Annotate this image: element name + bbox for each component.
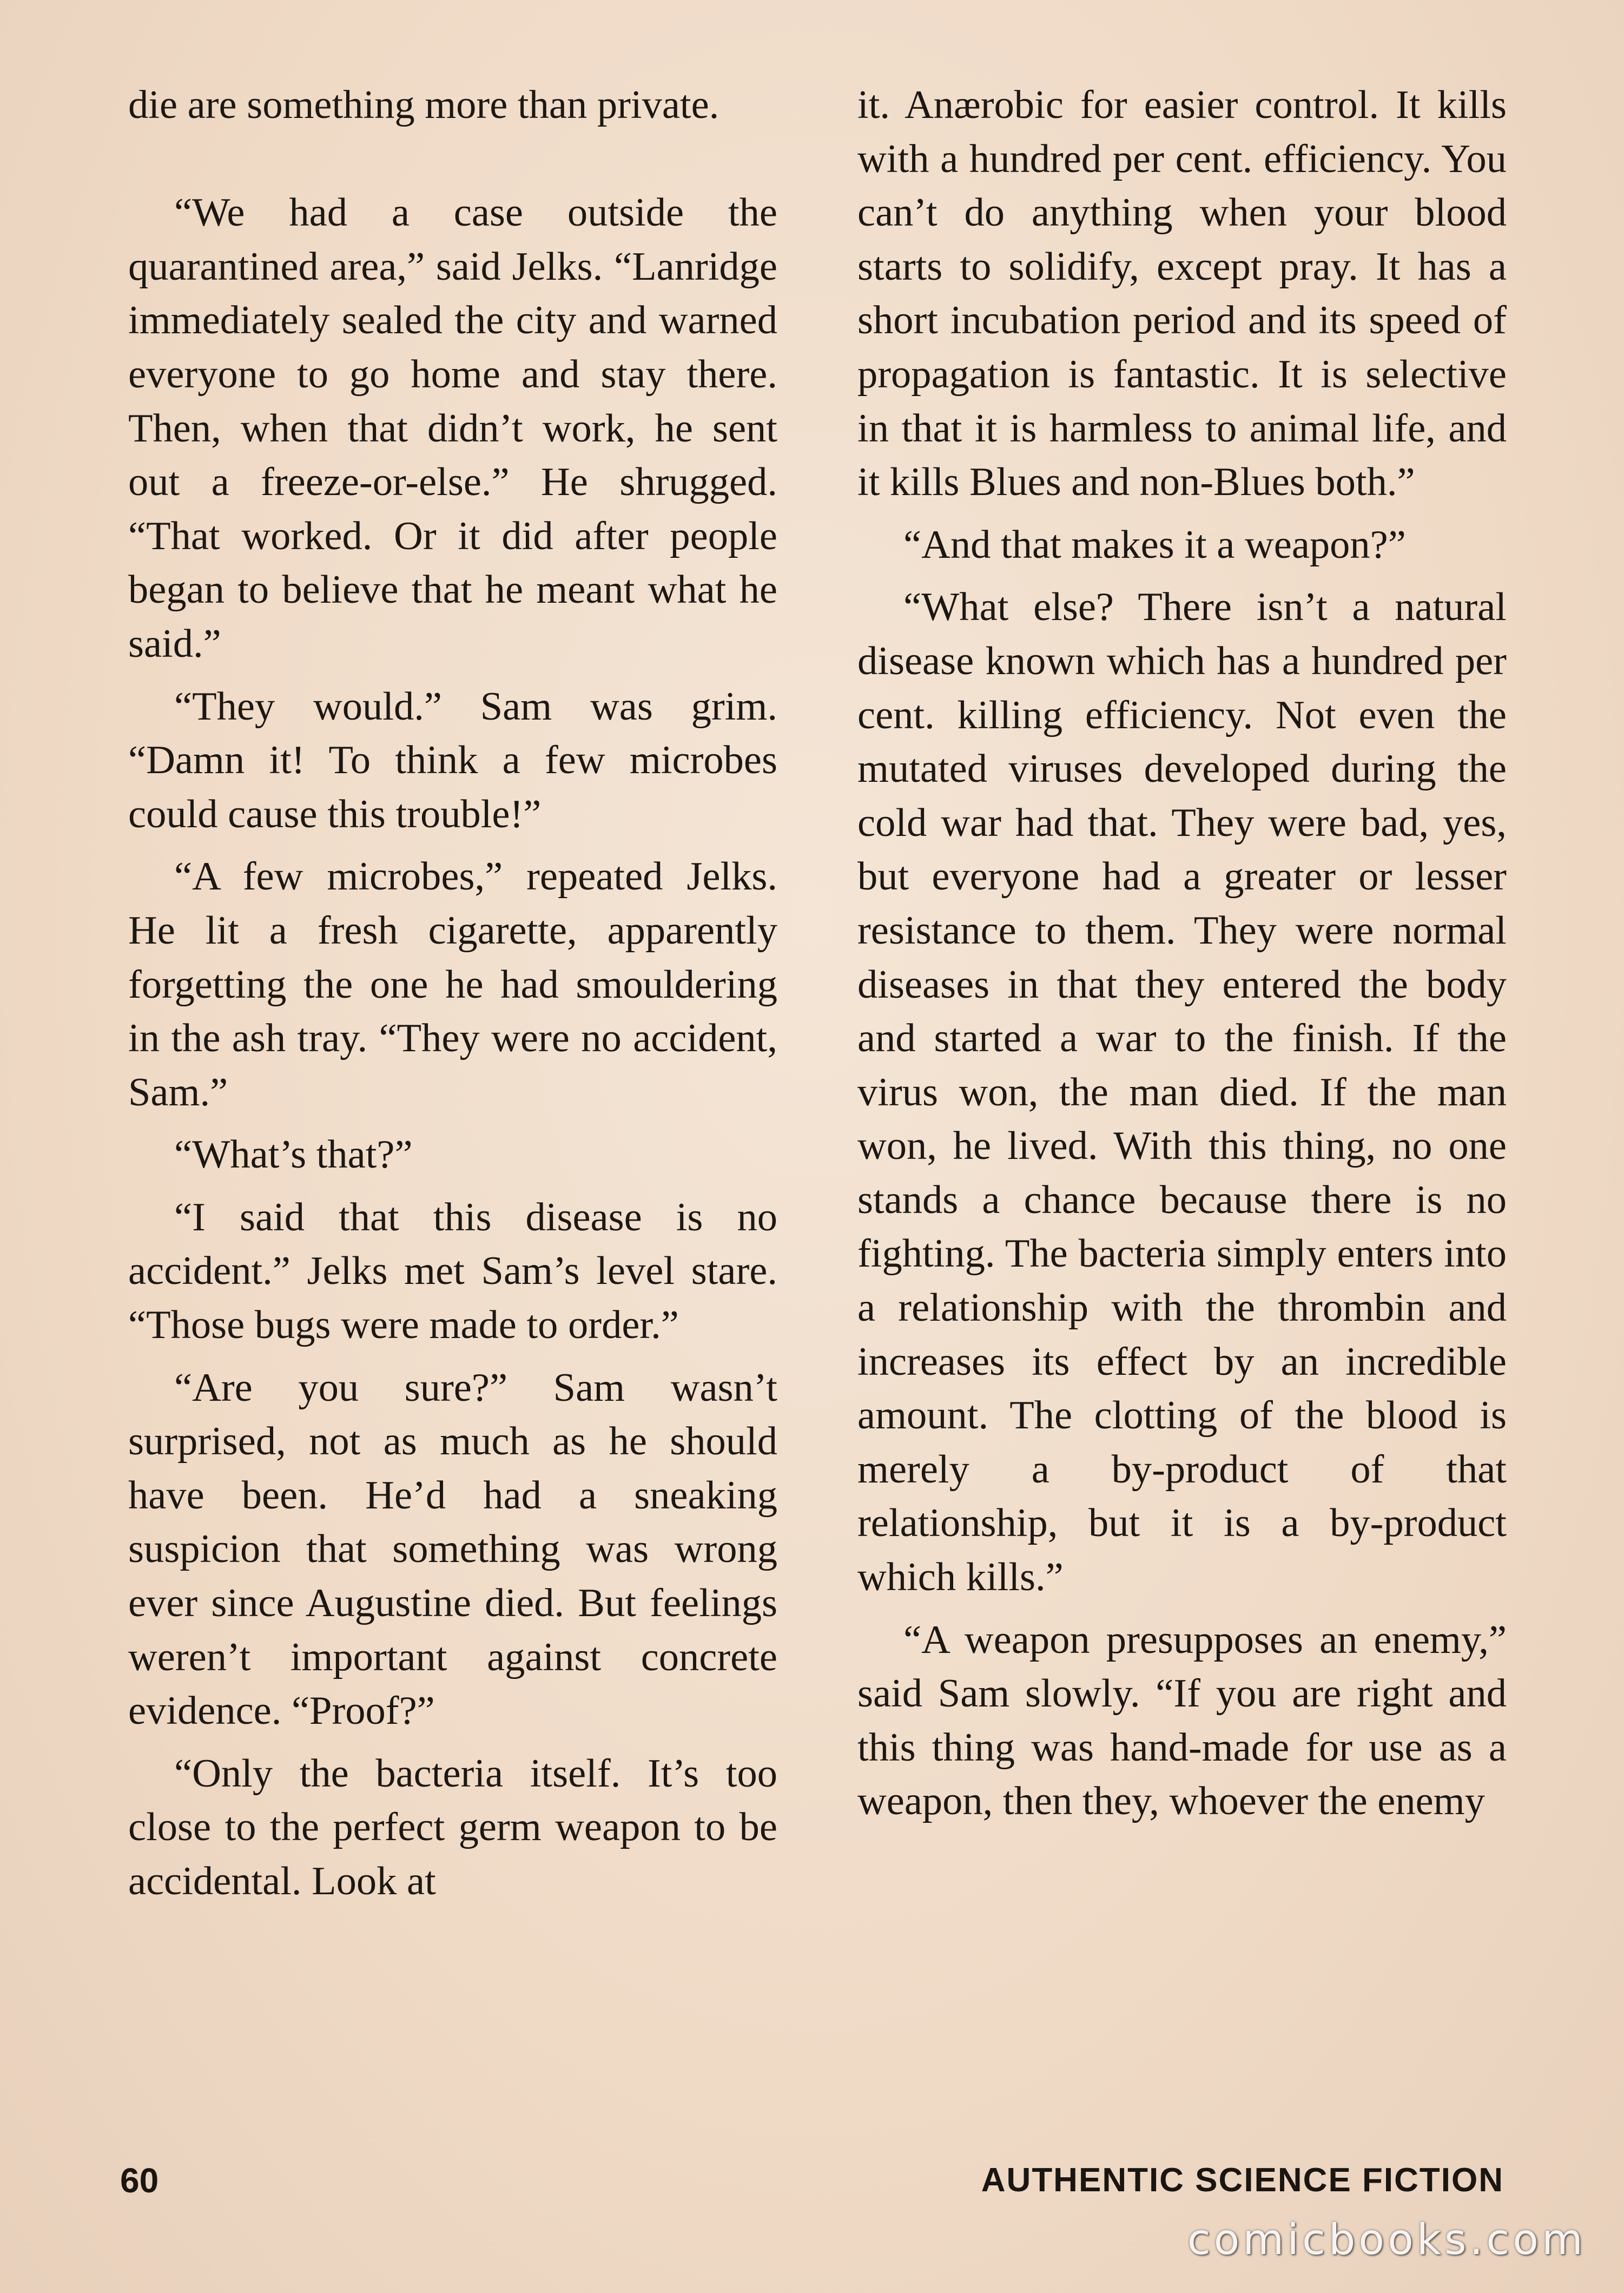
paragraph: “They would.” Sam was grim. “Damn it! To think a few microbes could cause this trouble!” — [128, 684, 777, 836]
paragraph: “A weapon presupposes an enemy,” said Sam slowly. “If you are right and this thing was hand-made for use as a weapon, then they, whoever the enemy — [857, 1617, 1507, 1824]
right-text-column — [857, 78, 1507, 1829]
watermark: comicbooks.com — [1187, 2216, 1586, 2264]
page-number: 60 — [120, 2161, 159, 2200]
paragraph: “What’s that?” — [174, 1132, 413, 1177]
magazine-title: AUTHENTIC SCIENCE FICTION — [981, 2162, 1504, 2199]
paragraph: “We had a case outside the quarantined area,” said Jelks. “Lanridge immediately sealed the city and warned everyone to go home and stay there. Then, when that didn’t work, he sent out a freeze-or-else.” He shrugged. “That worked. Or it did after people began to believe that he meant what he said.” — [128, 190, 777, 666]
paragraph: “Only the bacteria itself. It’s too close to the perfect germ weapon to be accidental. Look at — [128, 1751, 777, 1903]
paragraph: “A few microbes,” repeated Jelks. He lit a fresh cigarette, apparently forgetting the one he had smouldering in the ash tray. “They were no accident, Sam.” — [128, 854, 777, 1115]
left-text-column — [128, 78, 777, 1909]
paragraph: “Are you sure?” Sam wasn’t surprised, not as much as he should have been. He’d had a sneaking suspicion that something was wrong ever since Augustine died. But feelings weren’t important against concrete evidence. “Proof?” — [128, 1365, 777, 1734]
paragraph: “What else? There isn’t a natural disease known which has a hundred per cent. killing efficiency. Not even the mutated viruses developed during the cold war had that. They were bad, yes, but everyone had a greater or lesser resistance to them. They were normal diseases in that they entered the body and started a war to the finish. If the virus won, the man died. If the man won, he lived. With this thing, no one stands a chance because there is no fighting. The bacteria simply enters into a relationship with the thrombin and increases its effect by an incredible amount. The clotting of the blood is merely a by-product of that relationship, but it is a by-product which kills.” — [857, 585, 1507, 1600]
paragraph: die are something more than private. — [128, 83, 719, 127]
paragraph: “And that makes it a weapon?” — [903, 522, 1406, 567]
paragraph: it. Anærobic for easier control. It kills with a hundred per cent. efficiency. You can’t do anything when your blood starts to solidify, except pray. It has a short incubation period and its speed of propagation is fantastic. It is selective in that it is harmless to animal life, and it kills Blues and non-Blues both.” — [857, 83, 1507, 505]
paragraph-gap — [128, 133, 777, 187]
paragraph: “I said that this disease is no accident.” Jelks met Sam’s level stare. “Those bugs were made to order.” — [128, 1195, 777, 1348]
